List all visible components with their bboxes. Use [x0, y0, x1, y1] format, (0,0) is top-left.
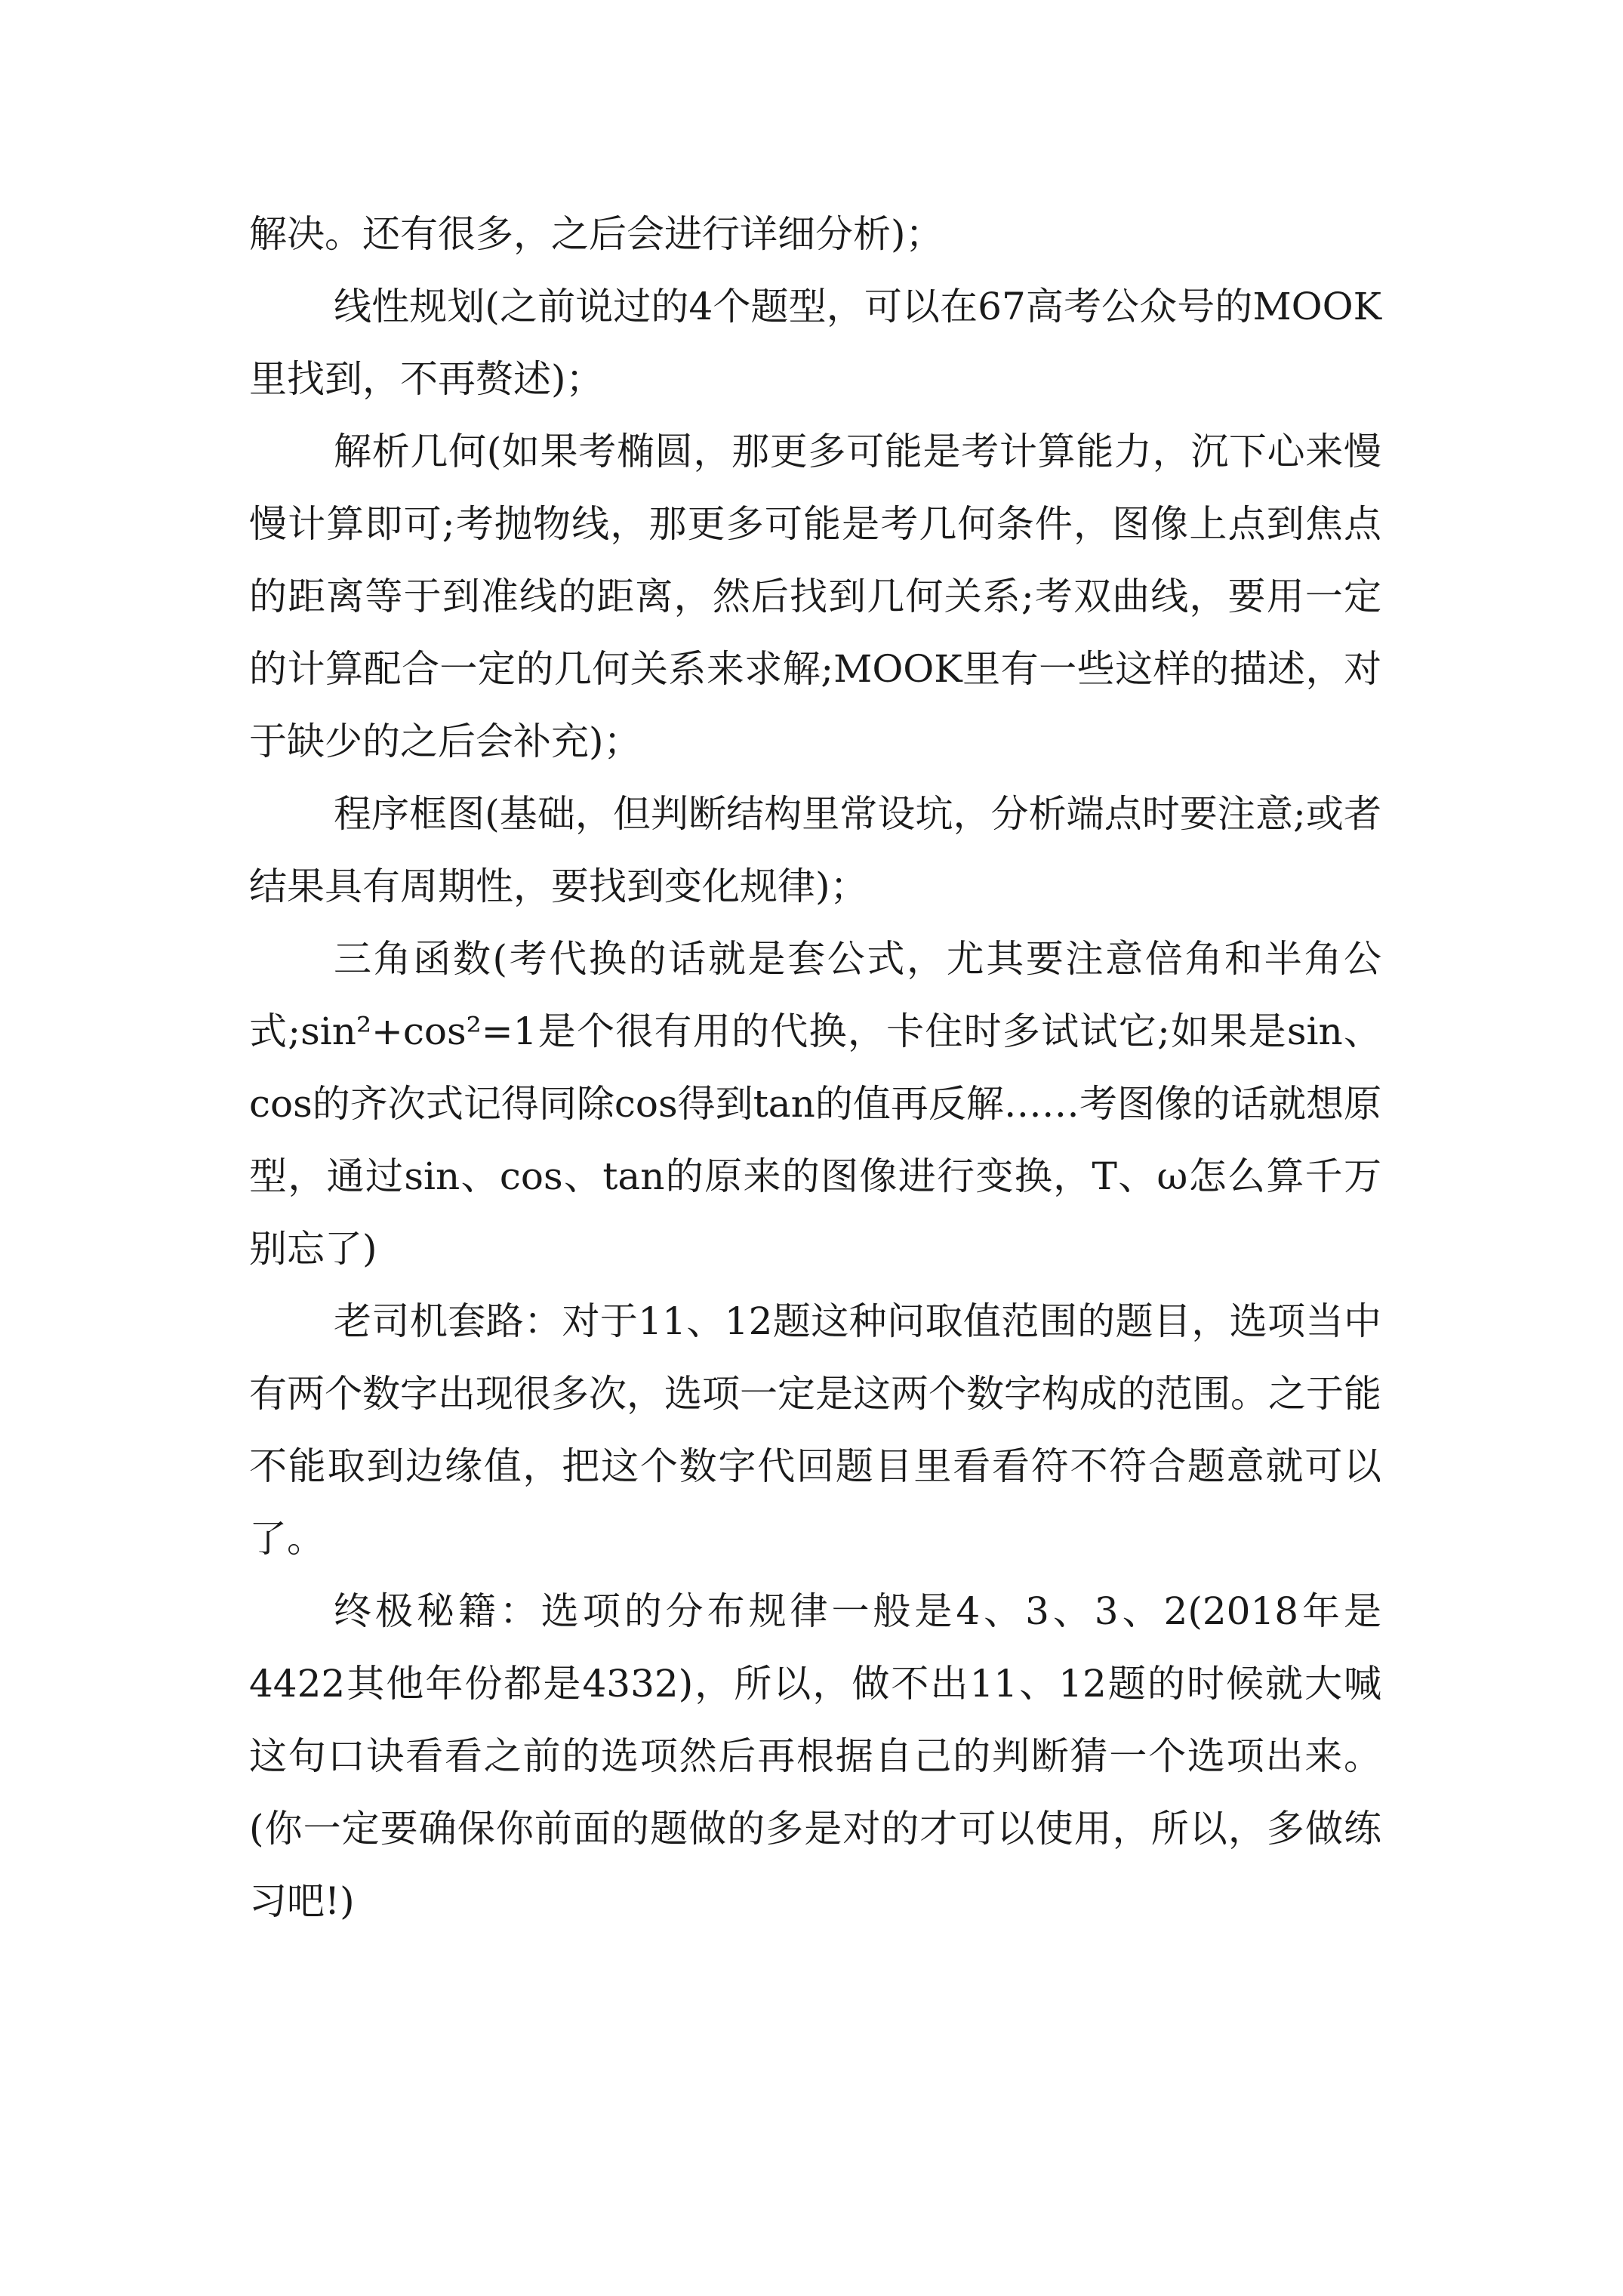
body-text — [249, 198, 1381, 1937]
paragraph-continuation: 解决。还有很多，之后会进行详细分析)； — [249, 212, 944, 256]
paragraph-ultimate-secret: 终极秘籍：选项的分布规律一般是4、3、3、2(2018年是4422其他年份都是4332)，所以，做不出11、12题的时候就大喊这句口诀看看之前的选项然后再根据自己的判断猜一个选项出来。(你一定要确保你前面的题做的多是对的才可以使用，所以，多做练习吧!) — [249, 1589, 1381, 1923]
paragraph-veteran-tricks: 老司机套路：对于11、12题这种问取值范围的题目，选项当中有两个数字出现很多次，选项一定是这两个数字构成的范围。之于能不能取到边缘值，把这个数字代回题目里看看符不符合题意就可以了。 — [249, 1299, 1381, 1561]
paragraph-linear-programming: 线性规划(之前说过的4个题型，可以在67高考公众号的MOOK里找到，不再赘述)； — [249, 285, 1381, 401]
paragraph-flowchart: 程序框图(基础，但判断结构里常设坑，分析端点时要注意;或者结果具有周期性，要找到变化规律)； — [249, 792, 1381, 908]
paragraph-trigonometry: 三角函数(考代换的话就是套公式，尤其要注意倍角和半角公式;sin²+cos²=1是个很有用的代换，卡住时多试试它;如果是sin、cos的齐次式记得同除cos得到tan的值再反解……考图像的话就想原型，通过sin、cos、tan的原来的图像进行变换，T、ω怎么算千万别忘了) — [249, 937, 1381, 1271]
paragraph-analytic-geometry: 解析几何(如果考椭圆，那更多可能是考计算能力，沉下心来慢慢计算即可;考抛物线，那更多可能是考几何条件，图像上点到焦点的距离等于到准线的距离，然后找到几何关系;考双曲线，要用一定的计算配合一定的几何关系来求解;MOOK里有一些这样的描述，对于缺少的之后会补充)； — [249, 430, 1381, 763]
